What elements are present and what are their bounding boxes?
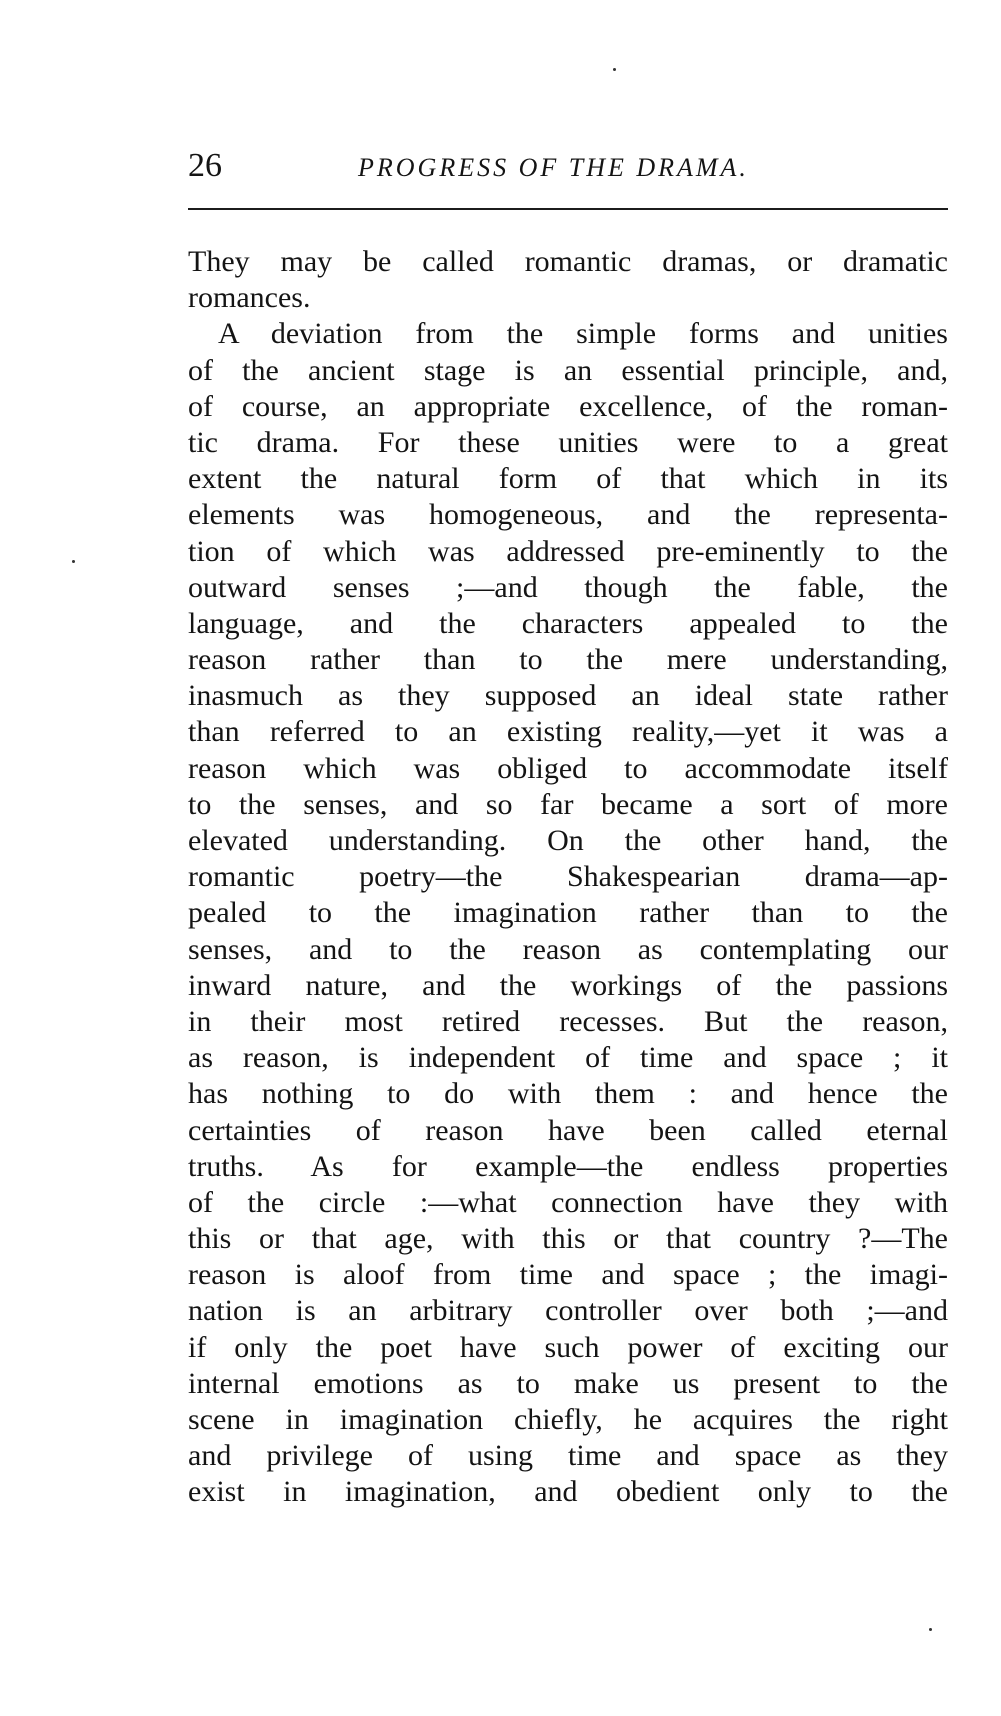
text-line: elements was homogeneous, and the representa-: [188, 498, 948, 532]
text-line: inward nature, and the workings of the passions: [188, 968, 948, 1002]
text-line: tion of which was addressed pre-eminently to the: [188, 534, 948, 568]
text-line: as reason, is independent of time and space ; it: [188, 1041, 948, 1075]
text-line: romances.: [188, 281, 311, 315]
paper-speck: [72, 560, 75, 563]
paper-speck: [929, 1628, 932, 1631]
text-line: of the ancient stage is an essential principle, and,: [188, 353, 948, 387]
page-number: 26: [188, 147, 222, 184]
text-line: reason which was obliged to accommodate itself: [188, 751, 948, 785]
page-header: [188, 146, 948, 186]
text-line: reason rather than to the mere understanding,: [188, 643, 948, 677]
text-line: inasmuch as they supposed an ideal state rather: [188, 679, 948, 713]
text-line: to the senses, and so far became a sort of more: [188, 787, 948, 821]
text-line: outward senses ;—and though the fable, the: [188, 570, 948, 604]
text-line: language, and the characters appealed to the: [188, 606, 948, 640]
text-line: nation is an arbitrary controller over both ;—and: [188, 1294, 948, 1328]
text-line: exist in imagination, and obedient only to the: [188, 1475, 948, 1509]
body-text: [188, 244, 948, 1511]
paper-speck: [613, 68, 616, 71]
running-title: PROGRESS OF THE DRAMA.: [358, 153, 749, 182]
text-line: extent the natural form of that which in its: [188, 462, 948, 496]
text-line: and privilege of using time and space as they: [188, 1439, 948, 1473]
text-line: romantic poetry—the Shakespearian drama—ap-: [188, 860, 948, 894]
text-line: this or that age, with this or that country ?—The: [188, 1222, 948, 1256]
text-line: elevated understanding. On the other hand, the: [188, 824, 948, 857]
text-line: than referred to an existing reality,—yet it was a: [188, 715, 948, 749]
text-line: has nothing to do with them : and hence the: [188, 1077, 948, 1111]
text-line: senses, and to the reason as contemplating our: [188, 932, 948, 966]
text-line: of the circle :—what connection have they with: [188, 1185, 948, 1219]
text-line: tic drama. For these unities were to a great: [188, 425, 948, 459]
header-rule: [188, 208, 948, 210]
text-line: internal emotions as to make us present to the: [188, 1366, 948, 1400]
text-line: in their most retired recesses. But the reason,: [188, 1004, 948, 1038]
text-line: pealed to the imagination rather than to the: [188, 896, 948, 930]
text-line: certainties of reason have been called eternal: [188, 1113, 948, 1147]
text-line: scene in imagination chiefly, he acquires the right: [188, 1403, 948, 1436]
text-line: of course, an appropriate excellence, of the roman-: [188, 389, 948, 423]
text-line: A deviation from the simple forms and unities: [218, 317, 948, 351]
text-line: They may be called romantic dramas, or dramatic: [188, 245, 948, 278]
text-line: if only the poet have such power of exciting our: [188, 1330, 948, 1364]
text-line: truths. As for example—the endless properties: [188, 1149, 948, 1183]
text-line: reason is aloof from time and space ; the imagi-: [188, 1258, 948, 1292]
